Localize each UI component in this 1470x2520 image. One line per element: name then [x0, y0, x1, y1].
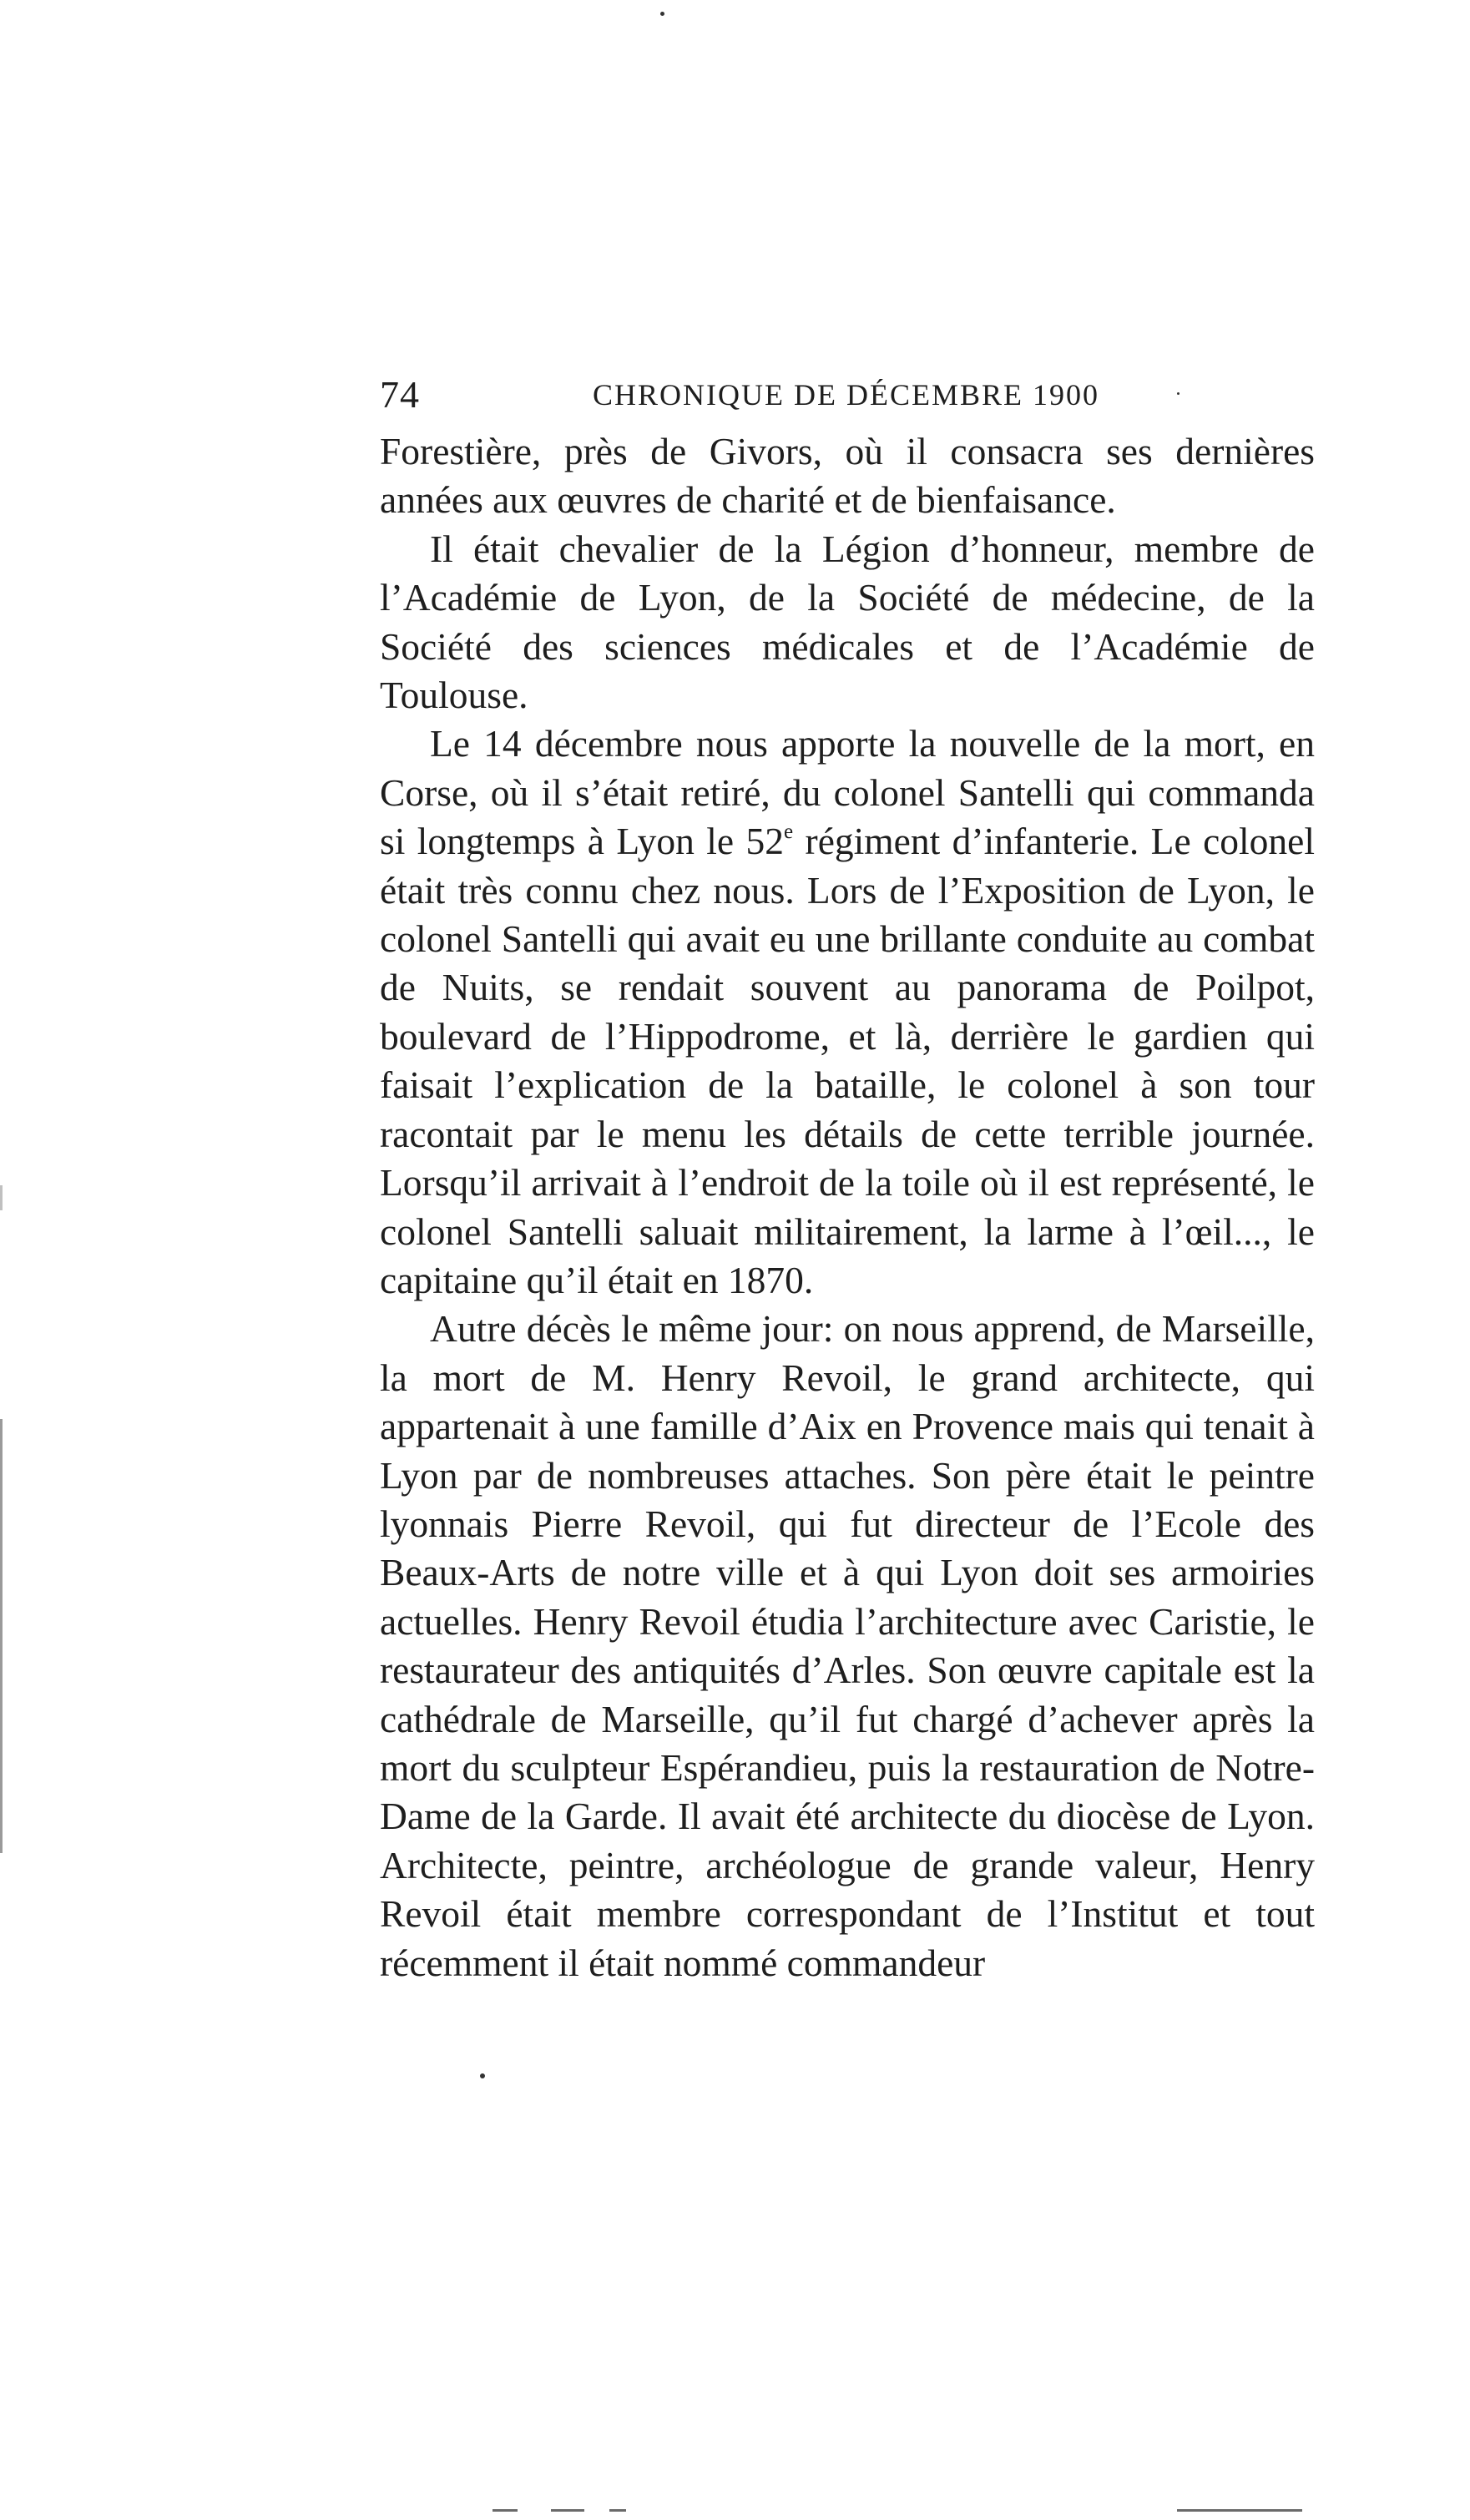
footer-dash: [493, 2509, 518, 2512]
page-number: 74: [380, 373, 420, 416]
footer-dash: [1177, 2509, 1302, 2512]
paragraph-3-text-start: Le 14 décembre nous apporte la nouvelle de la mort, en Corse, où il s’était retiré, du colonel Santelli qui commanda si longtemps à Lyon le 52: [380, 722, 1315, 863]
scan-margin-mark: [0, 1185, 3, 1210]
body-text: [380, 427, 1315, 1987]
scan-speck: [480, 2073, 485, 2078]
scan-speck: [1177, 392, 1180, 395]
paragraph-2: Il était chevalier de la Légion d’honneur, membre de l’Académie de Lyon, de la Société de médecine, de la Société des sciences médicales et de l’Académie de Toulouse.: [380, 527, 1315, 717]
running-head: CHRONIQUE DE DÉCEMBRE 1900: [593, 378, 1099, 412]
footer-dash: [609, 2509, 626, 2512]
footer-dash: [551, 2509, 584, 2512]
paragraph-1: Forestière, près de Givors, où il consacra ses dernières années aux œuvres de charité et de bienfaisance.: [380, 430, 1315, 522]
ordinal-superscript: e: [784, 821, 794, 844]
paragraph-3-text-end: régiment d’infanterie. Le colonel était très connu chez nous. Lors de l’Exposition de Lyon, le colonel Santelli qui avait eu une brillante conduite au combat de Nuits, se rendait souvent au panorama de Poilpot, boulevard de l’Hippodrome, et là, derrière le gardien qui faisait l’explication de la bataille, le colonel à son tour racontait par le menu les détails de cette terrible journée. Lorsqu’il arrivait à l’endroit de la toile où il est représenté, le colonel Santelli saluait militairement, la larme à l’œil..., le capitaine qu’il était en 1870.: [380, 820, 1315, 1301]
paragraph-4: Autre décès le même jour: on nous apprend, de Marseille, la mort de M. Henry Revoil, le grand architecte, qui appartenait à une famille d’Aix en Provence mais qui tenait à Lyon par de nombreuses attaches. Son père était le peintre lyonnais Pierre Revoil, qui fut directeur de l’Ecole des Beaux-Arts de notre ville et à qui Lyon doit ses armoiries actuelles. Henry Revoil étudia l’architecture avec Caristie, le restaurateur des antiquités d’Arles. Son œuvre capitale est la cathédrale de Marseille, qu’il fut chargé d’achever après la mort du sculpteur Espérandieu, puis la restauration de Notre-Dame de la Garde. Il avait été architecte du diocèse de Lyon. Architecte, peintre, archéologue de grande valeur, Henry Revoil était membre correspondant de l’Institut et tout récemment il était nommé commandeur: [380, 1307, 1315, 1984]
scan-speck: [660, 12, 664, 16]
scan-margin-rule: [0, 1419, 3, 1853]
page-header: [380, 366, 1306, 424]
paragraph-3: [380, 720, 1315, 1305]
